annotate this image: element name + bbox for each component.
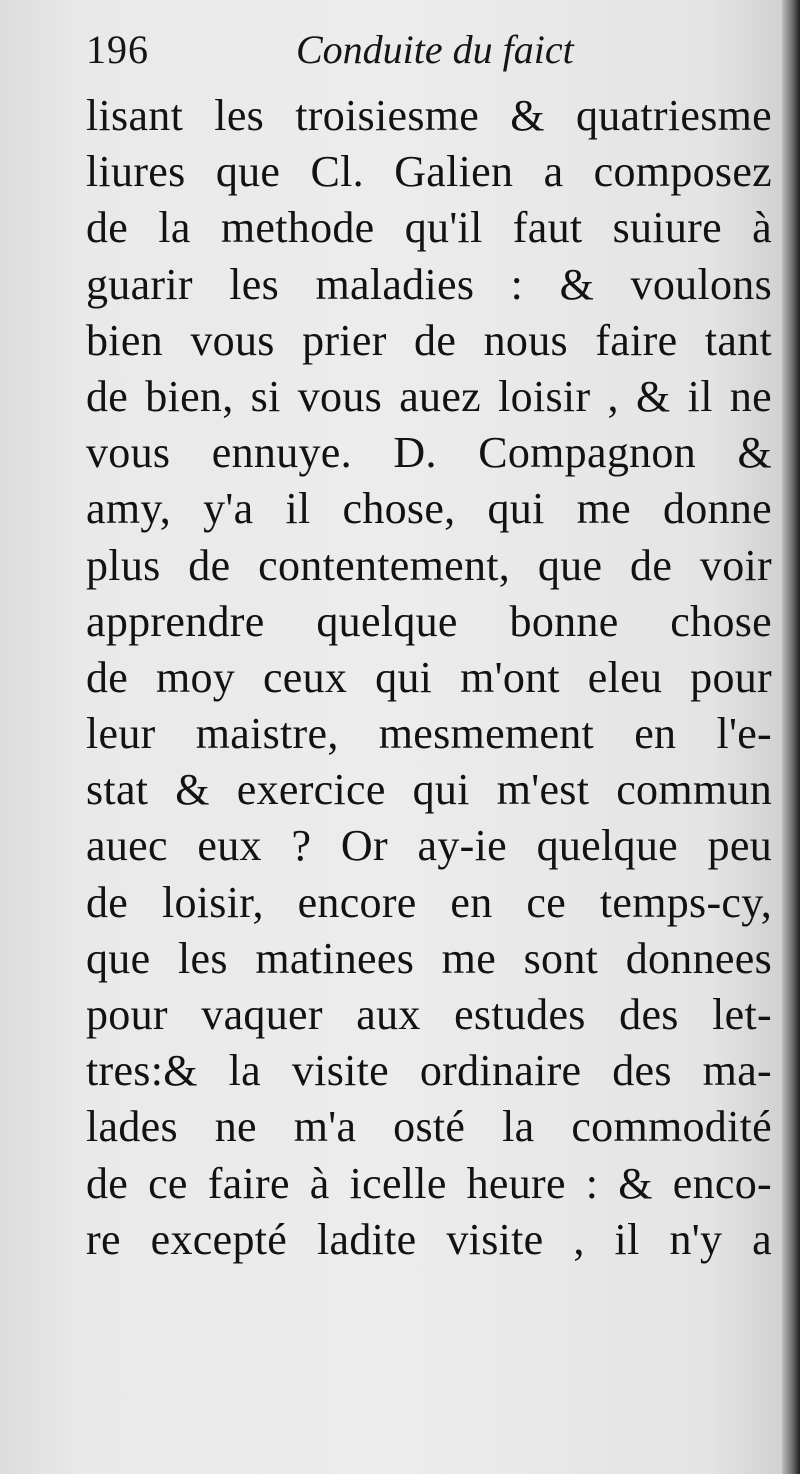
text-line: de moy ceux qui m'ont eleu pour [86, 652, 772, 702]
text-line: de bien, si vous auez loisir , & il ne [86, 371, 772, 421]
text-line: apprendre quelque bonne chose [86, 596, 772, 646]
text-line: bien vous prier de nous faire tant [86, 315, 772, 365]
text-line: de ce faire à icelle heure : & enco- [86, 1158, 772, 1208]
running-head: Conduite du faict [296, 27, 574, 72]
text-block [86, 88, 772, 1268]
text-line: de loisir, encore en ce temps-cy, [86, 877, 772, 927]
text-line: liures que Cl. Galien a composez [86, 147, 772, 197]
book-edge-shadow [782, 0, 800, 1474]
text-line: vous ennuye. D. Compagnon & [86, 428, 772, 478]
text-line: guarir les maladies : & voulons [86, 259, 772, 309]
text-line: tres:& la visite ordinaire des ma- [86, 1046, 772, 1096]
text-line: que les matinees me sont donnees [86, 933, 772, 983]
text-line: de la methode qu'il faut suiure à [86, 203, 772, 253]
text-line: auec eux ? Or ay-ie quelque peu [86, 821, 772, 871]
text-line: stat & exercice qui m'est commun [86, 765, 772, 815]
page-number: 196 [86, 27, 149, 72]
page-header [0, 22, 790, 82]
text-line: plus de contentement, que de voir [86, 540, 772, 590]
text-line: amy, y'a il chose, qui me donne [86, 484, 772, 534]
text-line: pour vaquer aux estudes des let- [86, 990, 772, 1039]
text-line: lades ne m'a osté la commodité [86, 1102, 772, 1152]
text-line: leur maistre, mesmement en l'e- [86, 709, 772, 759]
text-line: lisant les troisiesme & quatriesme [86, 91, 772, 140]
text-line: re excepté ladite visite , il n'y a [86, 1214, 772, 1264]
